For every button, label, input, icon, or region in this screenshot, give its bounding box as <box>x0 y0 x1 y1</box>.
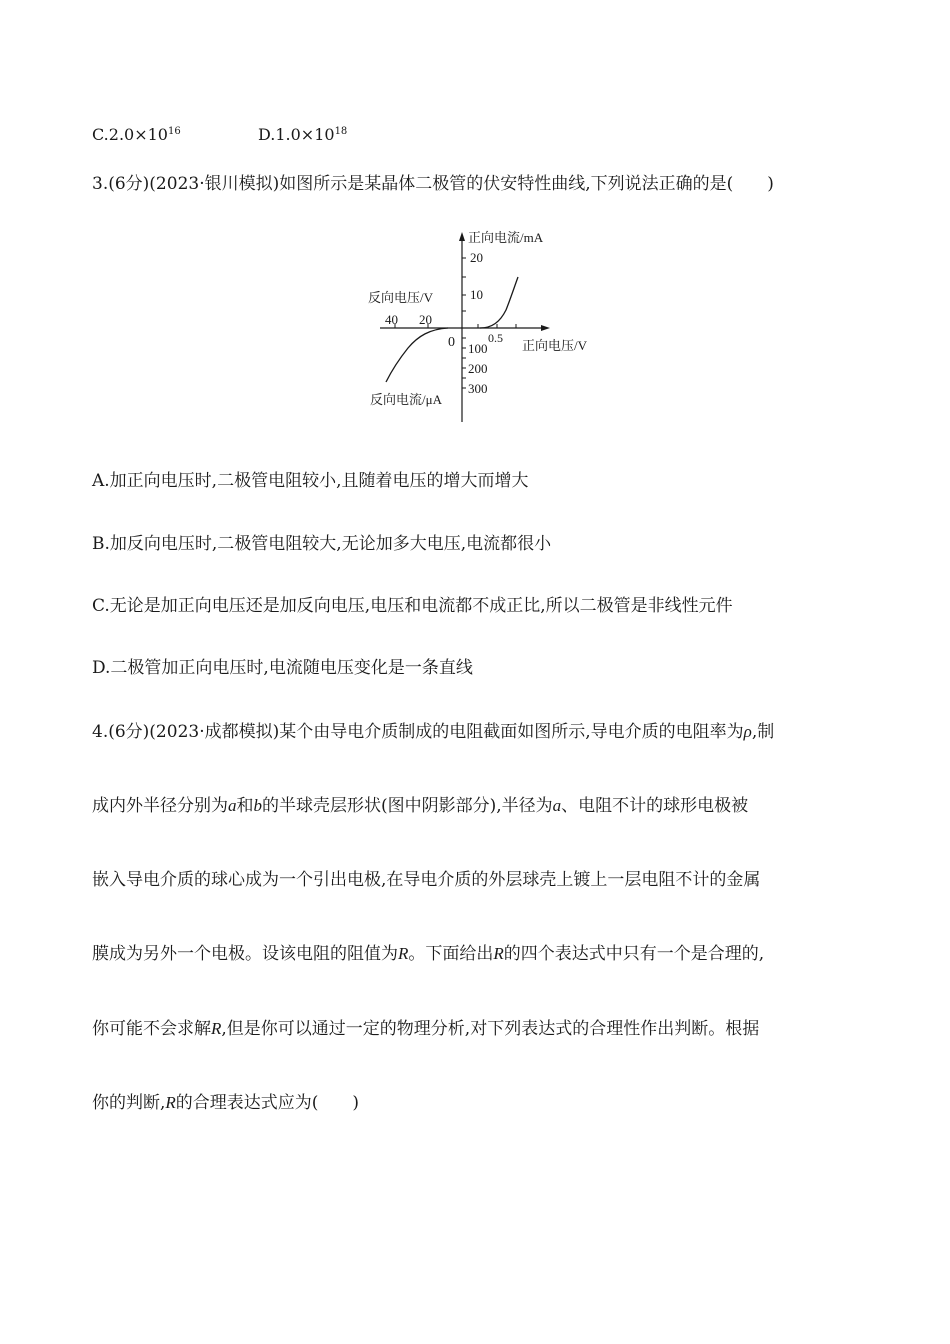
q3-option-d: D.二极管加正向电压时,电流随电压变化是一条直线 <box>92 658 473 678</box>
y-pos-axis-label: 正向电流/mA <box>468 230 544 245</box>
q3-stem: 3.(6分)(2023·银川模拟)如图所示是某晶体二极管的伏安特性曲线,下列说法正确的是( ) <box>92 174 774 194</box>
iv-curve-graph <box>360 222 620 422</box>
q3-option-a: A.加正向电压时,二极管电阻较小,且随着电压的增大而增大 <box>92 471 529 491</box>
reverse-curve <box>386 328 448 382</box>
x-tick-label: 0.5 <box>488 331 503 345</box>
x-axis-arrow <box>541 325 550 331</box>
x-neg-axis-label: 反向电压/V <box>368 290 434 305</box>
x-tick-label: 40 <box>385 312 398 327</box>
y-tick-label: 20 <box>470 250 483 265</box>
y-tick-label: 10 <box>470 287 483 302</box>
y-axis-arrow <box>459 232 465 241</box>
q4-line-2: 成内外半径分别为a和b的半球壳层形状(图中阴影部分),半径为a、电阻不计的球形电极被 <box>92 796 749 816</box>
y-tick-label: 100 <box>468 341 488 356</box>
q3-option-c: C.无论是加正向电压还是加反向电压,电压和电流都不成正比,所以二极管是非线性元件 <box>92 596 733 616</box>
x-pos-axis-label: 正向电压/V <box>522 338 588 353</box>
q4-line-4: 膜成为另外一个电极。设该电阻的阻值为R。下面给出R的四个表达式中只有一个是合理的, <box>92 944 765 964</box>
origin-label: 0 <box>448 335 455 350</box>
forward-curve <box>480 277 518 328</box>
q4-line-6: 你的判断,R的合理表达式应为( ) <box>92 1093 360 1113</box>
q4-line-3: 嵌入导电介质的球心成为一个引出电极,在导电介质的外层球壳上镀上一层电阻不计的金属 <box>92 870 761 890</box>
option-d-prev: $D.1.0\times 10^{18}$ <box>258 125 348 144</box>
x-tick-label: 20 <box>419 312 432 327</box>
y-tick-label: 300 <box>468 381 488 396</box>
q3-option-b: B.加反向电压时,二极管电阻较大,无论加多大电压,电流都很小 <box>92 534 552 554</box>
q4-line-1: 4.(6分)(2023·成都模拟)某个由导电介质制成的电阻截面如图所示,导电介质的电阻率为ρ,制 <box>92 722 775 742</box>
y-tick-label: 200 <box>468 361 488 376</box>
q4-line-5: 你可能不会求解R,但是你可以通过一定的物理分析,对下列表达式的合理性作出判断。根据 <box>92 1019 760 1039</box>
option-c-prev: $C.2.0\times 10^{16}$ <box>92 125 181 144</box>
y-neg-axis-label: 反向电流/μA <box>370 392 442 407</box>
